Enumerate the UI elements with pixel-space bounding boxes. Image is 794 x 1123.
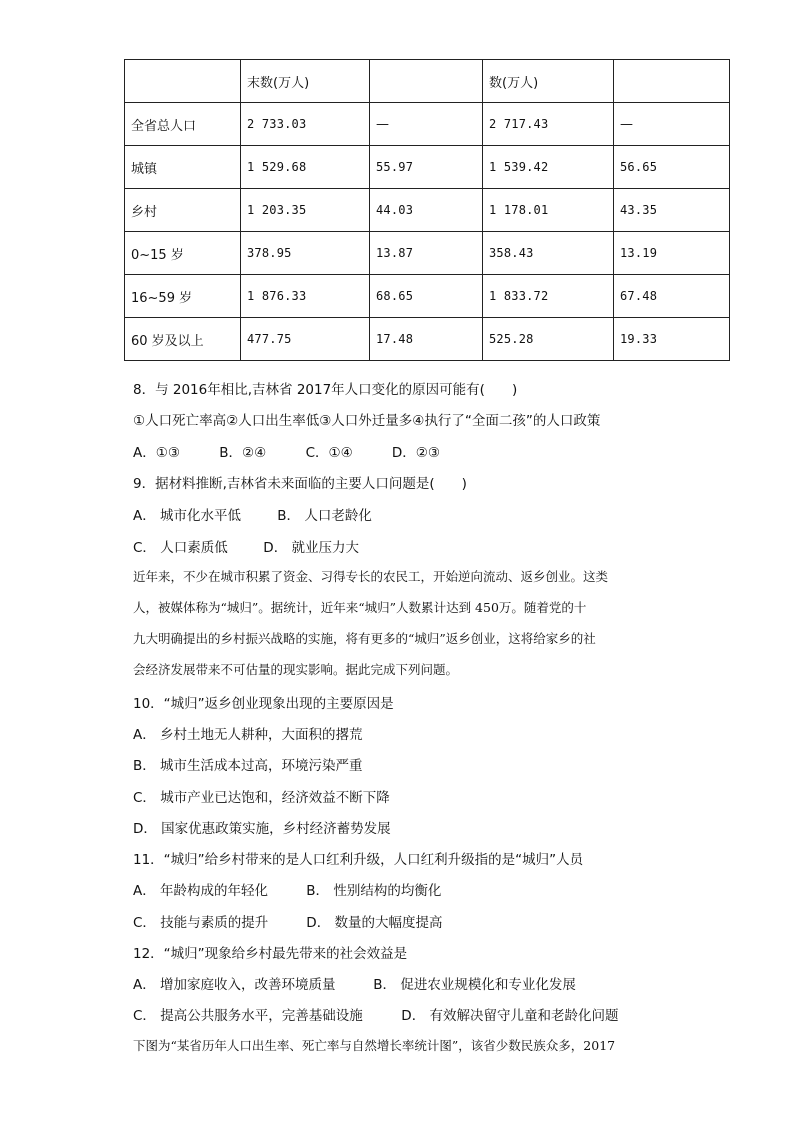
table-cell: 19.33 bbox=[614, 318, 730, 361]
table-header-cell bbox=[125, 60, 241, 103]
table-cell: — bbox=[614, 103, 730, 146]
q12-stem: 12．“城归”现象给乡村最先带来的社会效益是 bbox=[133, 946, 408, 962]
row-label: 16~59 岁 bbox=[125, 275, 241, 318]
q10-stem: 10．“城归”返乡创业现象出现的主要原因是 bbox=[133, 696, 394, 712]
table-cell: 1 529.68 bbox=[241, 146, 370, 189]
option-c[interactable]: C． 城市产业已达饱和，经济效益不断下降 bbox=[133, 790, 390, 806]
q8-statements: ①人口死亡率高②人口出生率低③人口外迁量多④执行了“全面二孩”的人口政策 bbox=[133, 413, 601, 429]
option-b[interactable]: B．②④ bbox=[219, 445, 267, 461]
option-d[interactable]: D． 国家优惠政策实施，乡村经济蓄势发展 bbox=[133, 821, 391, 837]
q12-options-row1 bbox=[133, 973, 576, 993]
table-cell: 2 733.03 bbox=[241, 103, 370, 146]
table-cell: 477.75 bbox=[241, 318, 370, 361]
table-cell: — bbox=[370, 103, 483, 146]
option-a[interactable]: A．①③ bbox=[133, 445, 180, 461]
passage-line: 九大明确提出的乡村振兴战略的实施，将有更多的“城归”返乡创业，这将给家乡的社 bbox=[133, 631, 596, 646]
row-label: 全省总人口 bbox=[125, 103, 241, 146]
table-cell: 67.48 bbox=[614, 275, 730, 318]
table-row bbox=[125, 275, 730, 318]
q9-options-row1 bbox=[133, 504, 372, 524]
option-b[interactable]: B． 人口老龄化 bbox=[277, 508, 372, 524]
table-cell: 1 203.35 bbox=[241, 189, 370, 232]
table-cell: 1 876.33 bbox=[241, 275, 370, 318]
table-cell: 1 833.72 bbox=[483, 275, 614, 318]
table-cell: 1 178.01 bbox=[483, 189, 614, 232]
table-row bbox=[125, 232, 730, 275]
option-c[interactable]: C． 技能与素质的提升 bbox=[133, 915, 269, 931]
table-cell: 17.48 bbox=[370, 318, 483, 361]
option-b[interactable]: B． 城市生活成本过高，环境污染严重 bbox=[133, 758, 363, 774]
population-table bbox=[124, 59, 730, 361]
table-row bbox=[125, 103, 730, 146]
option-a[interactable]: A． 城市化水平低 bbox=[133, 508, 242, 524]
row-label: 0~15 岁 bbox=[125, 232, 241, 275]
table-cell: 43.35 bbox=[614, 189, 730, 232]
option-c[interactable]: C．①④ bbox=[305, 445, 353, 461]
q9-stem: 9．据材料推断,吉林省未来面临的主要人口问题是( ) bbox=[133, 476, 467, 492]
population-table-body bbox=[125, 60, 730, 361]
option-a[interactable]: A． 年龄构成的年轻化 bbox=[133, 883, 269, 899]
q8-stem: 8．与 2016年相比,吉林省 2017年人口变化的原因可能有( ) bbox=[133, 382, 518, 398]
table-cell: 13.87 bbox=[370, 232, 483, 275]
passage-line: 近年来，不少在城市积累了资金、习得专长的农民工，开始逆向流动、返乡创业。这类 bbox=[133, 569, 609, 584]
option-d[interactable]: D．②③ bbox=[391, 445, 440, 461]
passage-line: 人，被媒体称为“城归”。据统计，近年来“城归”人数累计达到 450万。随着党的十 bbox=[133, 600, 587, 615]
q12-options-row2 bbox=[133, 1004, 618, 1024]
table-header-cell: 数(万人) bbox=[483, 60, 614, 103]
table-header-cell: 末数(万人) bbox=[241, 60, 370, 103]
option-d[interactable]: D． 就业压力大 bbox=[263, 540, 359, 556]
table-cell: 68.65 bbox=[370, 275, 483, 318]
passage-line: 会经济发展带来不可估量的现实影响。据此完成下列问题。 bbox=[133, 662, 459, 677]
table-cell: 44.03 bbox=[370, 189, 483, 232]
option-c[interactable]: C． 提高公共服务水平，完善基础设施 bbox=[133, 1008, 363, 1024]
row-label: 城镇 bbox=[125, 146, 241, 189]
table-cell: 378.95 bbox=[241, 232, 370, 275]
q11-stem: 11．“城归”给乡村带来的是人口红利升级，人口红利升级指的是“城归”人员 bbox=[133, 852, 584, 868]
row-label: 乡村 bbox=[125, 189, 241, 232]
option-d[interactable]: D． 有效解决留守儿童和老龄化问题 bbox=[401, 1008, 619, 1024]
table-cell: 56.65 bbox=[614, 146, 730, 189]
option-a[interactable]: A． 乡村土地无人耕种，大面积的撂荒 bbox=[133, 727, 363, 743]
table-cell: 525.28 bbox=[483, 318, 614, 361]
option-d[interactable]: D． 数量的大幅度提高 bbox=[306, 915, 443, 931]
row-label: 60 岁及以上 bbox=[125, 318, 241, 361]
table-header-cell bbox=[370, 60, 483, 103]
table-row bbox=[125, 189, 730, 232]
option-a[interactable]: A． 增加家庭收入，改善环境质量 bbox=[133, 977, 336, 993]
table-cell: 358.43 bbox=[483, 232, 614, 275]
table-header-row bbox=[125, 60, 730, 103]
population-table-container bbox=[124, 59, 729, 361]
option-b[interactable]: B． 性别结构的均衡化 bbox=[306, 883, 442, 899]
passage2-line: 下图为“某省历年人口出生率、死亡率与自然增长率统计图”，该省少数民族众多，2017 bbox=[133, 1038, 616, 1053]
table-row bbox=[125, 146, 730, 189]
table-cell: 55.97 bbox=[370, 146, 483, 189]
option-c[interactable]: C． 人口素质低 bbox=[133, 540, 228, 556]
table-cell: 13.19 bbox=[614, 232, 730, 275]
q8-options bbox=[133, 441, 440, 461]
q11-options-row2 bbox=[133, 911, 442, 931]
table-cell: 1 539.42 bbox=[483, 146, 614, 189]
table-header-cell bbox=[614, 60, 730, 103]
table-cell: 2 717.43 bbox=[483, 103, 614, 146]
q11-options-row1 bbox=[133, 879, 441, 899]
table-row bbox=[125, 318, 730, 361]
q9-options-row2 bbox=[133, 536, 359, 556]
option-b[interactable]: B． 促进农业规模化和专业化发展 bbox=[373, 977, 576, 993]
